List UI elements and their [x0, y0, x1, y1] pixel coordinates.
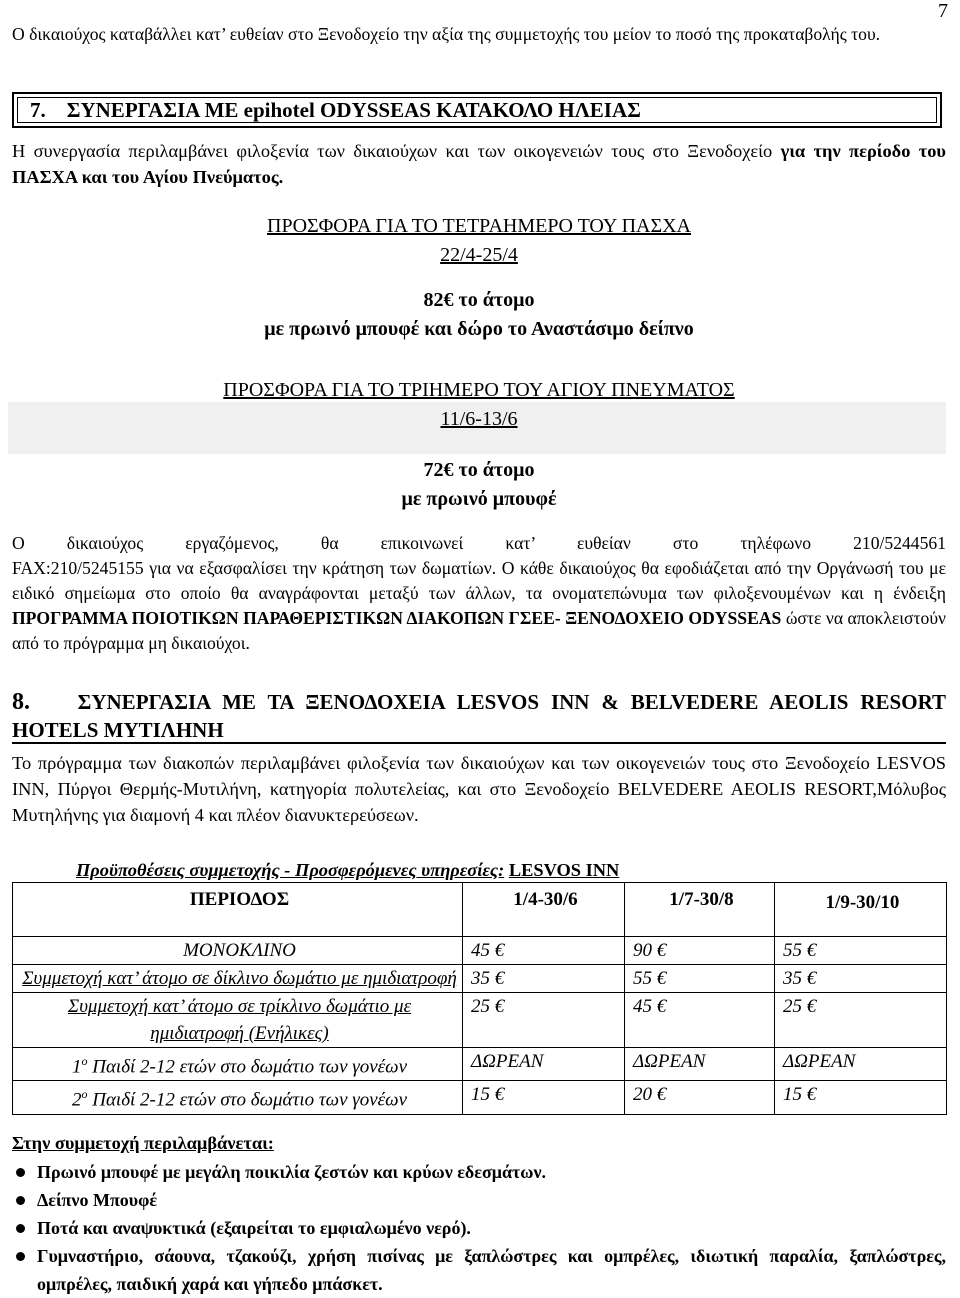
- easter-offer-dates: 22/4-25/4: [440, 244, 518, 266]
- pentecost-offer-title: ΠΡΟΣΦΟΡΑ ΓΙΑ ΤΟ ΤΡΙΗΜΕΡΟ ΤΟΥ ΑΓΙΟΥ ΠΝΕΥΜΑΤΟΣ: [223, 379, 735, 401]
- header-col-1: 1/4-30/6: [463, 883, 625, 937]
- row-value: ΔΩΡΕΑΝ: [463, 1048, 625, 1081]
- easter-offer-title: ΠΡΟΣΦΟΡΑ ΓΙΑ ΤΟ ΤΕΤΡΑΗΜΕΡΟ ΤΟΥ ΠΑΣΧΑ: [267, 215, 691, 237]
- section7-title: ΣΥΝΕΡΓΑΣΙΑ ΜΕ epihotel ODYSSEAS ΚΑΤΑΚΟΛΟ ΗΛΕΙΑΣ: [66, 98, 641, 122]
- bullet-icon: [16, 1168, 25, 1177]
- header-col-2: 1/7-30/8: [625, 883, 775, 937]
- easter-offer-price: 82€ το άτομο: [423, 289, 535, 311]
- row-value: 15 €: [463, 1081, 625, 1114]
- list-item-text: Γυμναστήριο, σάουνα, τζακούζι, χρήση πισίνας με ξαπλώστρες και ομπρέλες, ιδιωτική παραλία, ξαπλώστρες, ομπρέλες, παιδική χαρά και γήπεδο μπάσκετ.: [37, 1246, 946, 1294]
- page-number: 7: [938, 0, 948, 22]
- included-list: [12, 1158, 946, 1298]
- contact-paragraph: [12, 556, 946, 656]
- list-item-text: Πρωινό μπουφέ με μεγάλη ποικιλία ζεστών και κρύων εδεσμάτων.: [37, 1162, 546, 1182]
- row-value: 35 €: [463, 965, 625, 993]
- row-value: ΔΩΡΕΑΝ: [775, 1048, 947, 1081]
- row-value: 55 €: [775, 937, 947, 965]
- row-value: ΔΩΡΕΑΝ: [625, 1048, 775, 1081]
- header-col-3: 1/9-30/10: [775, 883, 947, 937]
- row-label-num: 2: [71, 1089, 82, 1111]
- price-table: [12, 882, 947, 1115]
- list-item-text: Δείπνο Μπουφέ: [37, 1190, 158, 1210]
- section8-number: 8.: [12, 689, 30, 715]
- row-label: [13, 1048, 463, 1081]
- included-label-text: Στην συμμετοχή περιλαμβάνεται:: [12, 1133, 274, 1153]
- table-row: [13, 1081, 947, 1114]
- included-label: [12, 1130, 274, 1156]
- header-period: ΠΕΡΙΟΔΟΣ: [13, 883, 463, 937]
- row-value: 25 €: [463, 993, 625, 1048]
- contact-line1: Ο δικαιούχος εργαζόμενος, θα επικοινωνεί κατ’ ευθείαν στο τηλέφωνο 210/5244561: [12, 533, 946, 553]
- bullet-icon: [16, 1196, 25, 1205]
- row-label-rest: Παιδί 2-12 ετών στο δωμάτιο των γονέων: [87, 1089, 408, 1111]
- row-value: 25 €: [775, 993, 947, 1048]
- contact-end: ώστε να αποκλειστούν από το πρόγραμμα μη δικαιούχοι.: [12, 608, 946, 653]
- row-value: 15 €: [775, 1081, 947, 1114]
- row-value: 55 €: [625, 965, 775, 993]
- table-row: [13, 1048, 947, 1081]
- row-label-rest: Παιδί 2-12 ετών στο δωμάτιο των γονέων: [87, 1056, 408, 1078]
- row-label-sup: ο: [81, 1087, 88, 1102]
- conditions-heading: [76, 857, 619, 883]
- row-value: 35 €: [775, 965, 947, 993]
- section8-description: Το πρόγραμμα των διακοπών περιλαμβάνει φιλοξενία των δικαιούχων και των οικογενειών τους στο Ξενοδοχείο LESVOS INN, Πύργοι Θερμής-Μυτιλήνη, κατηγορία πολυτελείας, και στο Ξενοδοχείο BELVEDERE AEOLIS RESORT,Μόλυβος Μυτηλήνης για διαμονή 4 και πλέον διανυκτερεύσεων.: [12, 753, 946, 825]
- section7-desc-plain: Η συνεργασία περιλαμβάνει φιλοξενία των δικαιούχων και των οικογενειών τους στο Ξενοδοχείο: [12, 141, 773, 161]
- table-row: [13, 965, 947, 993]
- section7-desc-bold: για την περίοδο του ΠΑΣΧΑ και του Αγίου Πνεύματος.: [12, 141, 946, 187]
- section7-description: [12, 138, 946, 190]
- table-row: [13, 937, 947, 965]
- section7-number: 7.: [30, 98, 46, 122]
- contact-bold: ΠΡΟΓΡΑΜΜΑ ΠΟΙΟΤΙΚΩΝ ΠΑΡΑΘΕΡΙΣΤΙΚΩΝ ΔΙΑΚΟΠΩΝ ΓΣΕΕ- ΞΕΝΟΔΟΧΕΙΟ ODYSSEAS: [12, 608, 782, 628]
- contact-rest: FAX:210/5245155 για να εξασφαλίσει την κράτηση των δωματίων. Ο κάθε δικαιούχος θα εφοδιάζεται από την Οργάνωσή του με ειδικό σημείωμα στο οποίο θα αναγράφονται μεταξύ των άλλων, τα ονοματεπώνυμα των φιλοξενουμένων και η ένδειξη: [12, 558, 946, 603]
- row-label: Συμμετοχή κατ’ άτομο σε τρίκλινο δωμάτιο με ημιδιατροφή (Ενήλικες): [13, 993, 463, 1048]
- table-header-row: [13, 883, 947, 937]
- easter-offer-includes: με πρωινό μπουφέ και δώρο το Αναστάσιμο δείπνο: [264, 318, 694, 340]
- conditions-label: Προϋποθέσεις συμμετοχής - Προσφερόμενες υπηρεσίες:: [76, 860, 505, 880]
- table-row: [13, 993, 947, 1048]
- row-value: 45 €: [463, 937, 625, 965]
- row-label-num: 1: [71, 1056, 82, 1078]
- row-label: Συμμετοχή κατ’ άτομο σε δίκλινο δωμάτιο με ημιδιατροφή: [13, 965, 463, 993]
- list-item: [12, 1214, 946, 1242]
- bullet-icon: [16, 1224, 25, 1233]
- row-label-sup: ο: [81, 1054, 88, 1068]
- row-value: 20 €: [625, 1081, 775, 1114]
- list-item: [12, 1242, 946, 1298]
- section7-heading: [30, 96, 641, 124]
- section8-heading: [12, 688, 946, 744]
- pentecost-offer-includes: με πρωινό μπουφέ: [401, 488, 557, 510]
- pentecost-offer-dates: 11/6-13/6: [440, 408, 518, 430]
- list-item: [12, 1158, 946, 1186]
- section8-title: ΣΥΝΕΡΓΑΣΙΑ ΜΕ ΤΑ ΞΕΝΟΔΟΧΕΙΑ LESVOS INN & BELVEDERE AEOLIS RESORT HOTELS ΜΥΤΙΛΗΝΗ: [12, 690, 946, 742]
- row-label: ΜΟΝΟΚΛΙΝΟ: [13, 937, 463, 965]
- conditions-hotel: LESVOS INN: [508, 860, 620, 880]
- bullet-icon: [16, 1252, 25, 1261]
- row-label: [13, 1081, 463, 1114]
- row-value: 90 €: [625, 937, 775, 965]
- intro-paragraph: Ο δικαιούχος καταβάλλει κατ’ ευθείαν στο Ξενοδοχείο την αξία της συμμετοχής του μείον το ποσό της προκαταβολής του.: [12, 24, 881, 44]
- list-item: [12, 1186, 946, 1214]
- row-value: 45 €: [625, 993, 775, 1048]
- pentecost-offer-price: 72€ το άτομο: [423, 459, 535, 481]
- list-item-text: Ποτά και αναψυκτικά (εξαιρείται το εμφιαλωμένο νερό).: [37, 1218, 471, 1238]
